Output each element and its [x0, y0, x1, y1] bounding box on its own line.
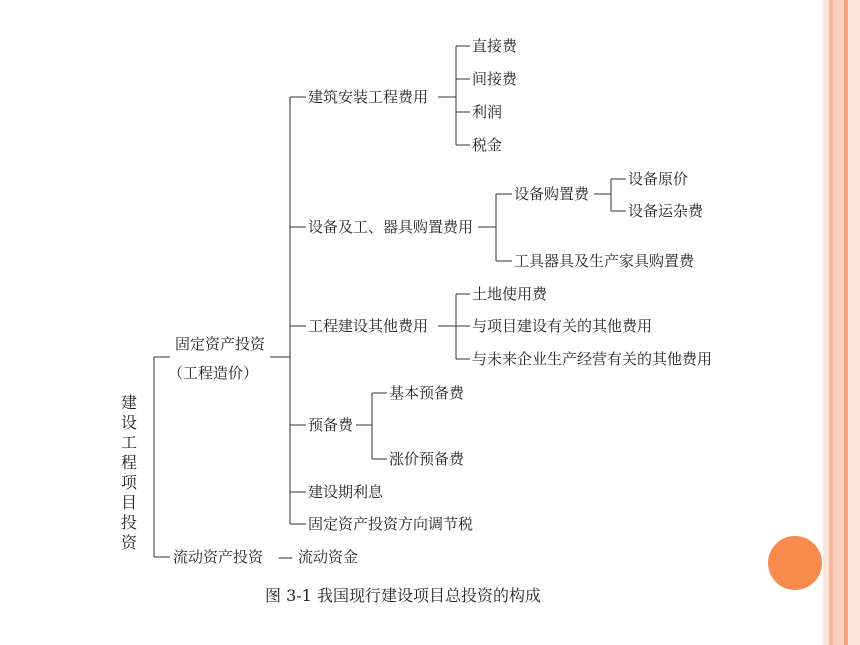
basic-reserve-label: 基本预备费	[389, 384, 465, 402]
equipment-freight-label: 设备运杂费	[628, 202, 704, 220]
construction-cost-label: 建筑安装工程费用	[308, 88, 429, 106]
equipment-cost-label: 设备及工、器具购置费用	[308, 218, 474, 236]
equipment-purchase-label: 设备购置费	[514, 185, 590, 203]
profit-label: 利润	[472, 103, 503, 121]
tax-leaf-label: 税金	[472, 136, 503, 154]
working-capital-fund-label: 流动资金	[298, 548, 359, 566]
land-use-fee-label: 土地使用费	[472, 285, 548, 303]
price-reserve-label: 涨价预备费	[389, 450, 465, 468]
investment-direction-tax-label: 固定资产投资方向调节税	[308, 515, 474, 533]
working-capital-invest-label: 流动资产投资	[173, 548, 264, 566]
tools-furniture-label: 工具器具及生产家具购置费	[514, 252, 695, 270]
reserve-fund-label: 预备费	[308, 416, 354, 434]
figure-caption: 图 3-1 我国现行建设项目总投资的构成	[265, 586, 541, 605]
indirect-cost-label: 间接费	[472, 70, 518, 88]
working-capital-dash: —	[278, 548, 293, 566]
future-operation-other-label: 与未来企业生产经营有关的其他费用	[472, 350, 713, 368]
construction-interest-label: 建设期利息	[308, 483, 384, 501]
fixed-assets-sub-label: （工程造价）	[168, 364, 259, 382]
equipment-original-price-label: 设备原价	[628, 170, 689, 188]
other-cost-label: 工程建设其他费用	[308, 317, 429, 335]
root-label: 建设工程项目投资	[120, 393, 137, 552]
fixed-assets-label: 固定资产投资	[175, 335, 266, 353]
project-related-other-label: 与项目建设有关的其他费用	[472, 317, 653, 335]
direct-cost-label: 直接费	[472, 37, 518, 55]
